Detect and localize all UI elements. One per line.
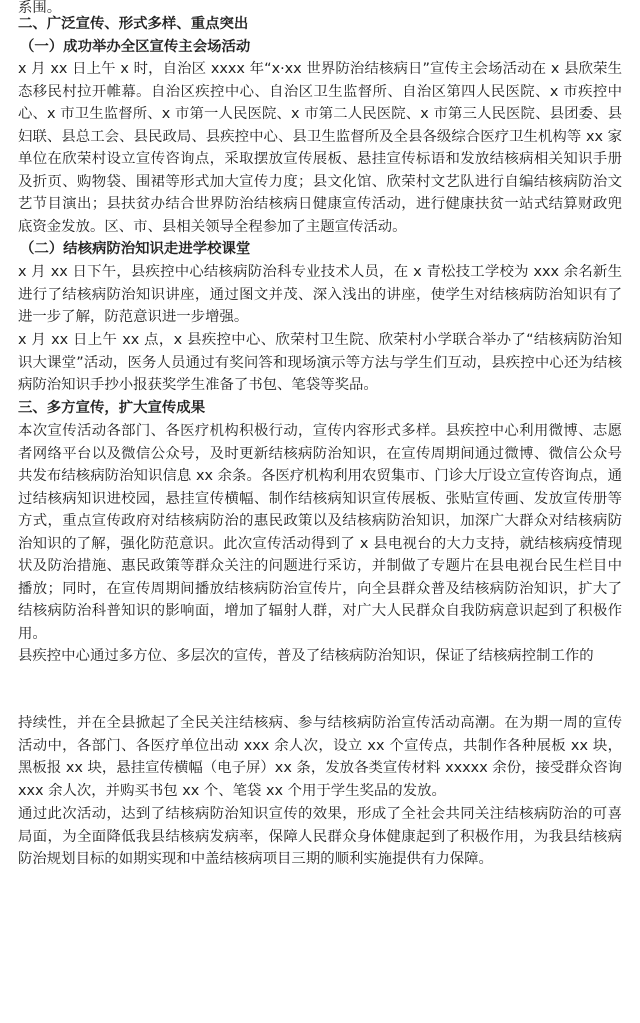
section3-paragraph-1: 本次宣传活动各部门、各医疗机构积极行动，宣传内容形式多样。县疾控中心利用微博、志愿者网络平台以及微信公众号，及时更新结核病防治知识，在宣传周期间通过微博、微信公众号共发布结核病防治知识信息 xx 余条。各医疗机构利用农贸集市、门诊大厅设立宣传咨询点，通过结核病知识进校园，悬挂宣传横幅、制作结核病知识宣传展板、张贴宣传画、发放宣传册等方式，重点宣传政府对结核病防治的惠民政策以及结核病防治知识，加深广大群众对结核病防治知识的了解，强化防范意识。此次宣传活动得到了 x 县电视台的大力支持，就结核病疫情现状及防治措施、惠民政策等群众关注的问题进行采访，并制做了专题片在县电视台民生栏目中播放；同时，在宣传周期间播放结核病防治宣传片，向全县群众普及结核病防治知识，扩大了结核病防治科普知识的影响面，增加了辐射人群，对广大人民群众自我防病意识起到了积极作用。 [18, 423, 622, 642]
section3-paragraph-2-part2: 持续性，并在全县掀起了全民关注结核病、参与结核病防治宣传活动高潮。在为期一周的宣传活动中，各部门、各医疗单位出动 xxx 余人次，设立 xx 个宣传点，共制作各种展板 xx 块，黑板报 xx 块，悬挂宣传横幅（电子屏）xx 条，发放各类宣传材料 xxxxx 余份，接受群众咨询 xxx 余人次，并购买书包 xx 个、笔袋 xx 个用于学生奖品的发放。 [18, 715, 622, 799]
section3-paragraph-2-part1: 县疾控中心通过多方位、多层次的宣传，普及了结核病防治知识，保证了结核病控制工作的 [18, 648, 594, 664]
section2-sub2-heading: （二）结核病防治知识走进学校课堂 [20, 241, 251, 257]
section3-paragraph-3: 通过此次活动，达到了结核病防治知识宣传的效果，形成了全社会共同关注结核病防治的可喜局面，为全面降低我县结核病发病率，保障人民群众身体健康起到了积极作用，为我县结核病防治规划目标的如期实现和中盖结核病项目三期的顺利实施提供有力保障。 [18, 806, 622, 867]
section2-heading: 二、广泛宣传、形式多样、重点突出 [18, 16, 249, 32]
section2-sub1-heading: （一）成功举办全区宣传主会场活动 [20, 39, 251, 55]
section2-sub2-paragraph-2: x 月 xx 日上午 xx 点，x 县疾控中心、欣荣村卫生院、欣荣村小学联合举办了“结核病防治知识大课堂”活动，医务人员通过有奖问答和现场演示等方法与学生们互动，县疾控中心还为结核病防治知识手抄小报获奖学生准备了书包、笔袋等奖品。 [18, 332, 622, 393]
section3-heading: 三、多方宣传，扩大宣传成果 [18, 400, 206, 416]
top-cut-text: 系围。 [18, 0, 62, 16]
section2-sub2-paragraph-1: x 月 xx 日下午，县疾控中心结核病防治科专业技术人员，在 x 青松技工学校为 xxx 余名新生进行了结核病防治知识讲座，通过图文并茂、深入浅出的讲座，使学生对结核病防治知识有了进一步了解，防范意识进一步增强。 [18, 264, 622, 325]
section2-sub1-paragraph: x 月 xx 日上午 x 时，自治区 xxxx 年“x·xx 世界防治结核病日”宣传主会场活动在 x 县欣荣生态移民村拉开帷幕。自治区疾控中心、自治区卫生监督所、自治区第四人民医院、x 市疾控中心、x 市卫生监督所、x 市第一人民医院、x 市第二人民医院、x 市第三人民医院、县团委、县妇联、县总工会、县民政局、县疾控中心、县卫生监督所及全县各级综合医疗卫生机构等 xx 家单位在欣荣村设立宣传咨询点，采取摆放宣传展板、悬挂宣传标语和发放结核病相关知识手册及折页、购物袋、围裙等形式加大宣传力度；县文化馆、欣荣村文艺队进行自编结核病防治文艺节目演出；县扶贫办结合世界防治结核病日健康宣传活动，进行健康扶贫一站式结算财政兜底资金发放。区、市、县相关领导全程参加了主题宣传活动。 [18, 61, 622, 235]
